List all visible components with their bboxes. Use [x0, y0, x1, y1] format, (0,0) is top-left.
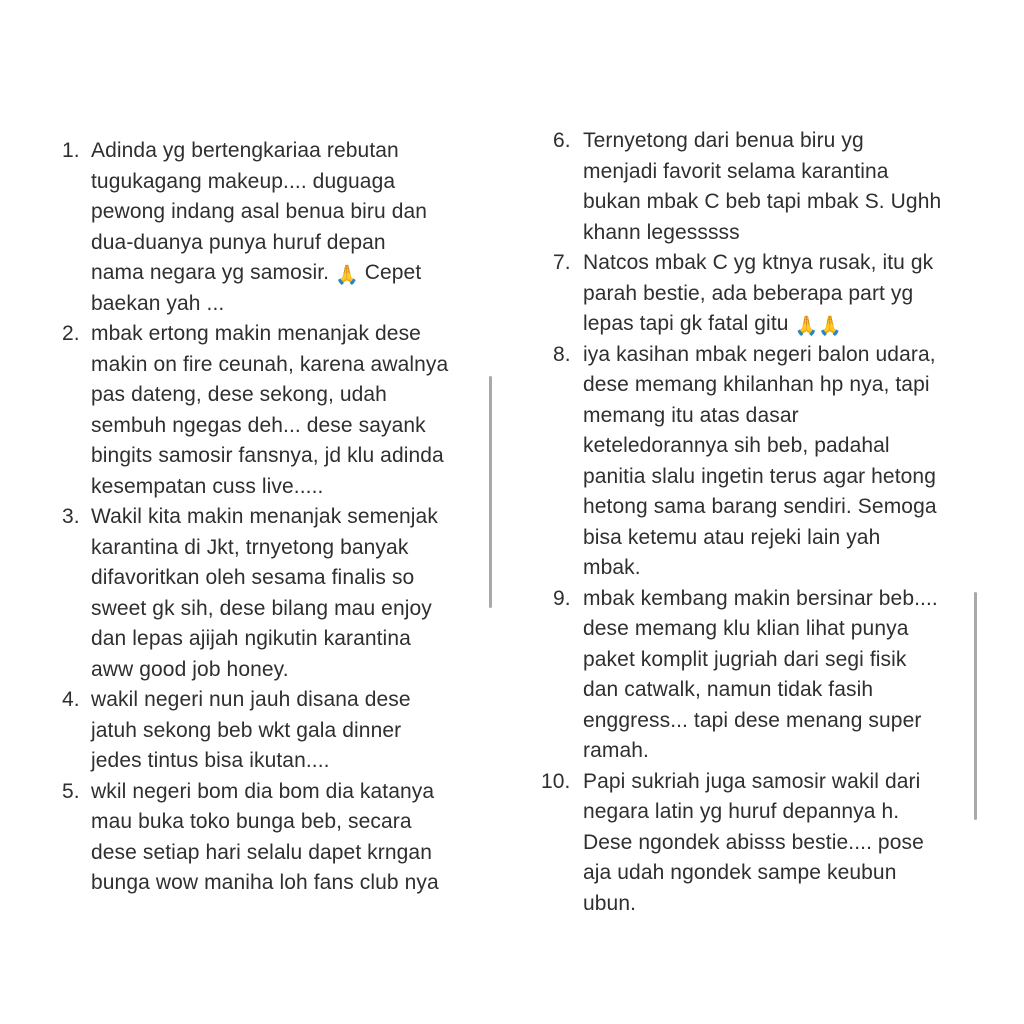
text-line: iya kasihan mbak negeri balon udara,	[583, 342, 936, 366]
item-number: 2.	[62, 322, 80, 345]
item-text	[91, 777, 472, 899]
item-number: 5.	[62, 779, 80, 803]
text-line: enggress... tapi dese menang super	[583, 708, 922, 732]
list-item-10	[540, 767, 960, 920]
text-line: negara latin yg huruf depannya h.	[583, 800, 900, 823]
item-text	[91, 685, 472, 777]
text-line: parah bestie, ada beberapa part yg	[583, 281, 914, 305]
text-line: dese memang khilanhan hp nya, tapi	[583, 373, 930, 396]
text-line: jedes tintus bisa ikutan....	[91, 749, 330, 772]
folded-hands-icon: 🙏	[335, 265, 359, 286]
item-number: 7.	[553, 251, 571, 274]
text-line: karantina di Jkt, trnyetong banyak	[91, 535, 409, 559]
list-item-4	[52, 685, 472, 777]
numbered-list-right	[540, 126, 960, 919]
text-line: jatuh sekong beb wkt gala dinner	[91, 718, 402, 742]
text-line: Natcos mbak C yg ktnya rusak, itu gk	[583, 251, 934, 274]
text-line: dan catwalk, namun tidak fasih	[583, 678, 874, 701]
item-text	[583, 248, 960, 340]
text-line: paket komplit jugriah dari segi fisik	[583, 647, 907, 671]
text-line: keteledorannya sih beb, padahal	[583, 434, 890, 457]
text-line: Ternyetong dari benua biru yg	[583, 129, 864, 152]
item-number: 4.	[62, 688, 80, 711]
text-line: hetong sama barang sendiri. Semoga	[583, 495, 937, 518]
text-line: aja udah ngondek sampe keubun	[583, 861, 897, 884]
text-line: dese setiap hari selalu dapet krngan	[91, 840, 432, 864]
item-text	[91, 319, 472, 502]
text-line: bunga wow maniha loh fans club nya	[91, 871, 439, 894]
text-line: Adinda yg bertengkariaa rebutan	[91, 139, 399, 162]
item-number: 10.	[541, 769, 571, 793]
text-line: mbak.	[583, 556, 641, 579]
text-line: mbak kembang makin bersinar beb....	[583, 586, 938, 610]
text-line: aww good job honey.	[91, 657, 289, 681]
item-text	[583, 126, 960, 248]
text-line: mbak ertong makin menanjak dese	[91, 322, 421, 345]
text-line: lepas tapi gk fatal gitu 🙏🙏	[583, 312, 842, 337]
numbered-list-left	[52, 136, 472, 899]
item-number: 6.	[553, 129, 571, 152]
list-item-1	[52, 136, 472, 319]
scrollbar-left[interactable]	[489, 376, 492, 608]
text-line: wkil negeri bom dia bom dia katanya	[91, 779, 435, 803]
list-item-9	[540, 584, 960, 767]
text-line: dese memang klu klian lihat punya	[583, 617, 909, 640]
text-line: bingits samosir fansnya, jd klu adinda	[91, 444, 444, 467]
item-text	[91, 502, 472, 685]
folded-hands-icon: 🙏	[794, 316, 819, 337]
text-line: ramah.	[583, 739, 649, 762]
text-line: Dese ngondek abisss bestie.... pose	[583, 830, 924, 854]
text-line: bukan mbak C beb tapi mbak S. Ughh	[583, 190, 942, 213]
scrollbar-right[interactable]	[974, 592, 977, 820]
item-text	[583, 584, 960, 767]
text-line: memang itu atas dasar	[583, 403, 799, 427]
text-line: khann legesssss	[583, 220, 740, 244]
text-line: dua-duanya punya huruf depan	[91, 230, 386, 254]
text-line: pas dateng, dese sekong, udah	[91, 383, 387, 406]
text-line: difavoritkan oleh sesama finalis so	[91, 566, 415, 589]
item-number: 8.	[553, 342, 571, 366]
text-line: bisa ketemu atau rejeki lain yah	[583, 525, 881, 549]
text-line: nama negara yg samosir. 🙏 Cepet	[91, 261, 422, 286]
text-line: sembuh ngegas deh... dese sayank	[91, 413, 426, 437]
text-line: kesempatan cuss live.....	[91, 474, 324, 498]
item-text	[583, 340, 960, 584]
list-item-7	[540, 248, 960, 340]
text-line: baekan yah ...	[91, 291, 225, 315]
text-line: tugukagang makeup.... duguaga	[91, 169, 396, 193]
item-number: 1.	[62, 139, 80, 162]
list-item-8	[540, 340, 960, 584]
list-item-5	[52, 777, 472, 899]
text-line: ubun.	[583, 891, 637, 915]
text-line: panitia slalu ingetin terus agar hetong	[583, 464, 936, 488]
text-line: wakil negeri nun jauh disana dese	[91, 688, 411, 711]
item-number: 3.	[62, 505, 80, 528]
notes-column-right[interactable]	[540, 126, 960, 926]
text-line: mau buka toko bunga beb, secara	[91, 810, 412, 833]
item-number: 9.	[553, 586, 571, 610]
list-item-6	[540, 126, 960, 248]
item-text	[91, 136, 472, 319]
item-text	[583, 767, 960, 920]
list-item-3	[52, 502, 472, 685]
text-line: Wakil kita makin menanjak semenjak	[91, 505, 438, 528]
text-line: sweet gk sih, dese bilang mau enjoy	[91, 596, 432, 620]
text-line: pewong indang asal benua biru dan	[91, 200, 428, 223]
text-line: menjadi favorit selama karantina	[583, 159, 889, 183]
list-item-2	[52, 319, 472, 502]
folded-hands-icon: 🙏	[818, 316, 842, 337]
text-line: Papi sukriah juga samosir wakil dari	[583, 769, 921, 793]
text-line: dan lepas ajijah ngikutin karantina	[91, 627, 411, 650]
text-line: makin on fire ceunah, karena awalnya	[91, 352, 449, 376]
notes-column-left[interactable]	[52, 136, 472, 904]
